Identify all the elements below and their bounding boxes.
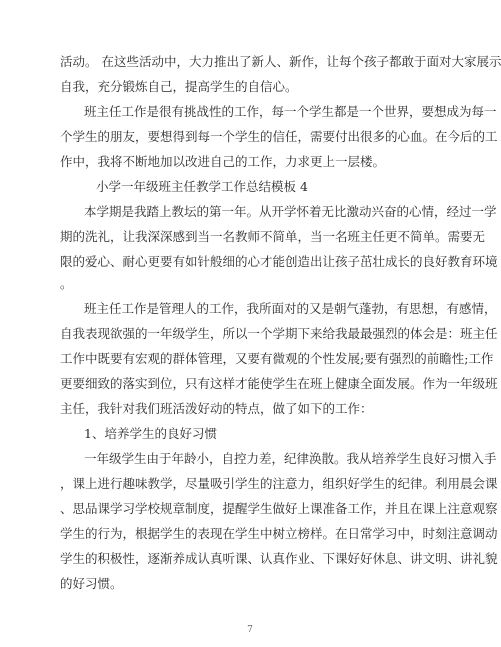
- paragraph-line: 个学生的朋友，要想得到每一个学生的信任，需要付出很多的心血。在今后的工: [60, 129, 498, 144]
- subheading: 1、培养学生的良好习惯: [84, 426, 217, 441]
- paragraph-line: 自我，充分锻炼自己，提高学生的自信心。: [60, 79, 298, 94]
- paragraph-line: 、思品课学习学校规章制度，提醒学生做好上课准备工作，并且在课上注意观察: [60, 501, 498, 516]
- paragraph-line: 期的洗礼，让我深深感到当一名教师不简单，当一名班主任更不简单。需要无: [60, 229, 486, 244]
- paragraph-line: 作中，我将不断地加以改进自己的工作，力求更上一层楼。: [60, 154, 386, 169]
- paragraph-line: 限的爱心、耐心更要有如针般细的心才能创造出让孩子茁壮成长的良好教育环境: [60, 254, 498, 269]
- paragraph-line: 的好习惯。: [60, 576, 123, 591]
- paragraph-line: 班主任工作是管理人的工作，我所面对的又是朝气蓬勃，有思想，有感情，: [84, 301, 497, 316]
- paragraph-line: 主任，我针对我们班活泼好动的特点，做了如下的工作：: [60, 401, 373, 416]
- paragraph-line: 。: [60, 276, 73, 291]
- paragraph-line: 工作中既要有宏观的群体管理，又要有微观的个性发展;要有强烈的前瞻性;工作: [60, 351, 494, 366]
- paragraph-line: 本学期是我踏上教坛的第一年。从开学怀着无比激动兴奋的心情，经过一学: [84, 204, 497, 219]
- paragraph-line: 学生的行为，根据学生的表现在学生中树立榜样。在日常学习中，时刻注意调动: [60, 526, 498, 541]
- paragraph-line: 班主任工作是很有挑战性的工作，每一个学生都是一个世界，要想成为每一: [84, 104, 497, 119]
- page-number: 7: [247, 625, 253, 635]
- section-title: 小学一年级班主任教学工作总结模板 4: [96, 179, 308, 194]
- paragraph-line: 自我表现欲强的一年级学生，所以一个学期下来给我最最强烈的体会是：班主任: [60, 326, 498, 341]
- paragraph-line: 一年级学生由于年龄小，自控力差，纪律涣散。我从培养学生良好习惯入手: [84, 451, 497, 466]
- paragraph-line: 更要细致的落实到位，只有这样才能使学生在班上健康全面发展。作为一年级班: [60, 376, 498, 391]
- paragraph-line: ，课上进行趣味教学，尽量吸引学生的注意力，组织好学生的纪律。利用晨会课: [60, 476, 498, 491]
- paragraph-line: 学生的积极性，逐渐养成认真听课、认真作业、下课好好休息、讲文明、讲礼貌: [60, 551, 498, 566]
- paragraph-line: 活动。 在这些活动中，大力推出了新人、新作，让每个孩子都敢于面对大家展示: [60, 54, 501, 69]
